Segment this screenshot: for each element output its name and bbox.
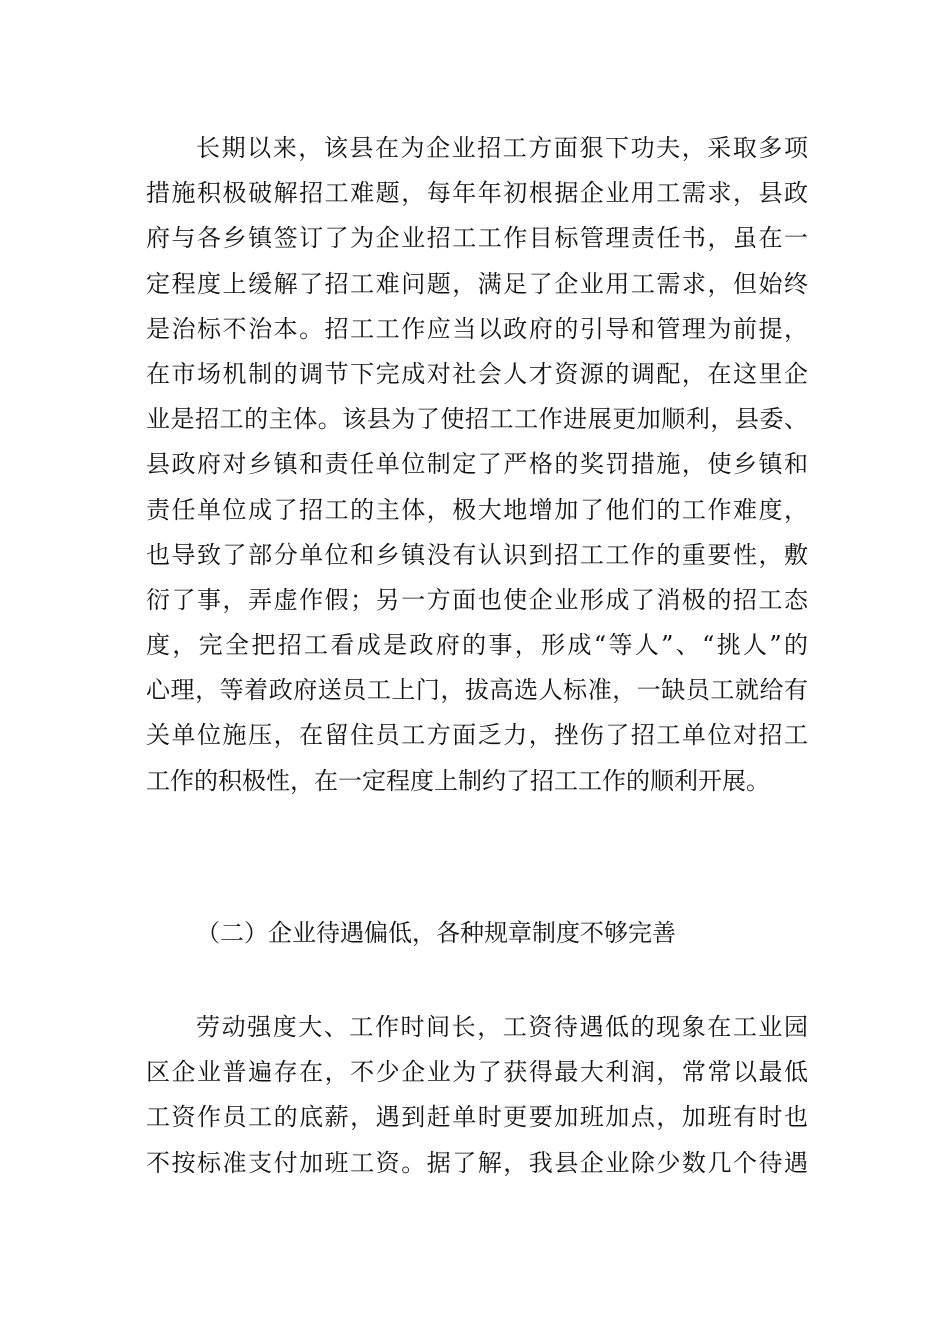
paragraph-line: 县政府对乡镇和责任单位制定了严格的奖罚措施，使乡镇和 — [146, 450, 808, 479]
paragraph-line: 府与各乡镇签订了为企业招工工作目标管理责任书，虽在一 — [146, 224, 808, 253]
paragraph-line: 工作的积极性，在一定程度上制约了招工工作的顺利开展。 — [146, 766, 770, 795]
paragraph-line: 责任单位成了招工的主体，极大地增加了他们的工作难度， — [146, 495, 808, 524]
paragraph-line: 不按标准支付加班工资。据了解，我县企业除少数几个待遇 — [146, 1148, 808, 1177]
paragraph-line: 心理，等着政府送员工上门，拔高选人标准，一缺员工就给有 — [146, 676, 808, 705]
paragraph-line: 定程度上缓解了招工难问题，满足了企业用工需求，但始终 — [146, 269, 808, 298]
paragraph-low-wages — [146, 1005, 808, 1186]
paragraph-line: 是治标不治本。招工工作应当以政府的引导和管理为前提， — [146, 314, 808, 343]
paragraph-line: 工资作员工的底薪，遇到赶单时更要加班加点，加班有时也 — [146, 1103, 808, 1132]
paragraph-line: 区企业普遍存在，不少企业为了获得最大利润，常常以最低 — [146, 1058, 808, 1087]
paragraph-line: 度，完全把招工看成是政府的事，形成“等人”、“挑人”的 — [146, 631, 808, 660]
paragraph-line: 业是招工的主体。该县为了使招工工作进展更加顺利，县委、 — [146, 405, 808, 434]
paragraph-line: 长期以来，该县在为企业招工方面狠下功夫，采取多项 — [196, 134, 808, 162]
paragraph-recruitment-problems — [146, 126, 808, 804]
paragraph-line: 劳动强度大、工作时间长，工资待遇低的现象在工业园 — [196, 1013, 808, 1041]
paragraph-line: 衍了事，弄虚作假；另一方面也使企业形成了消极的招工态 — [146, 585, 808, 614]
paragraph-line: 在市场机制的调节下完成对社会人才资源的调配，在这里企 — [146, 359, 808, 388]
paragraph-line: 关单位施压，在留住员工方面乏力，挫伤了招工单位对招工 — [146, 721, 808, 750]
section-heading: （二）企业待遇偏低，各种规章制度不够完善 — [196, 919, 676, 947]
paragraph-line: 措施积极破解招工难题，每年年初根据企业用工需求，县政 — [146, 179, 808, 208]
paragraph-line: 也导致了部分单位和乡镇没有认识到招工工作的重要性，敷 — [146, 540, 808, 569]
